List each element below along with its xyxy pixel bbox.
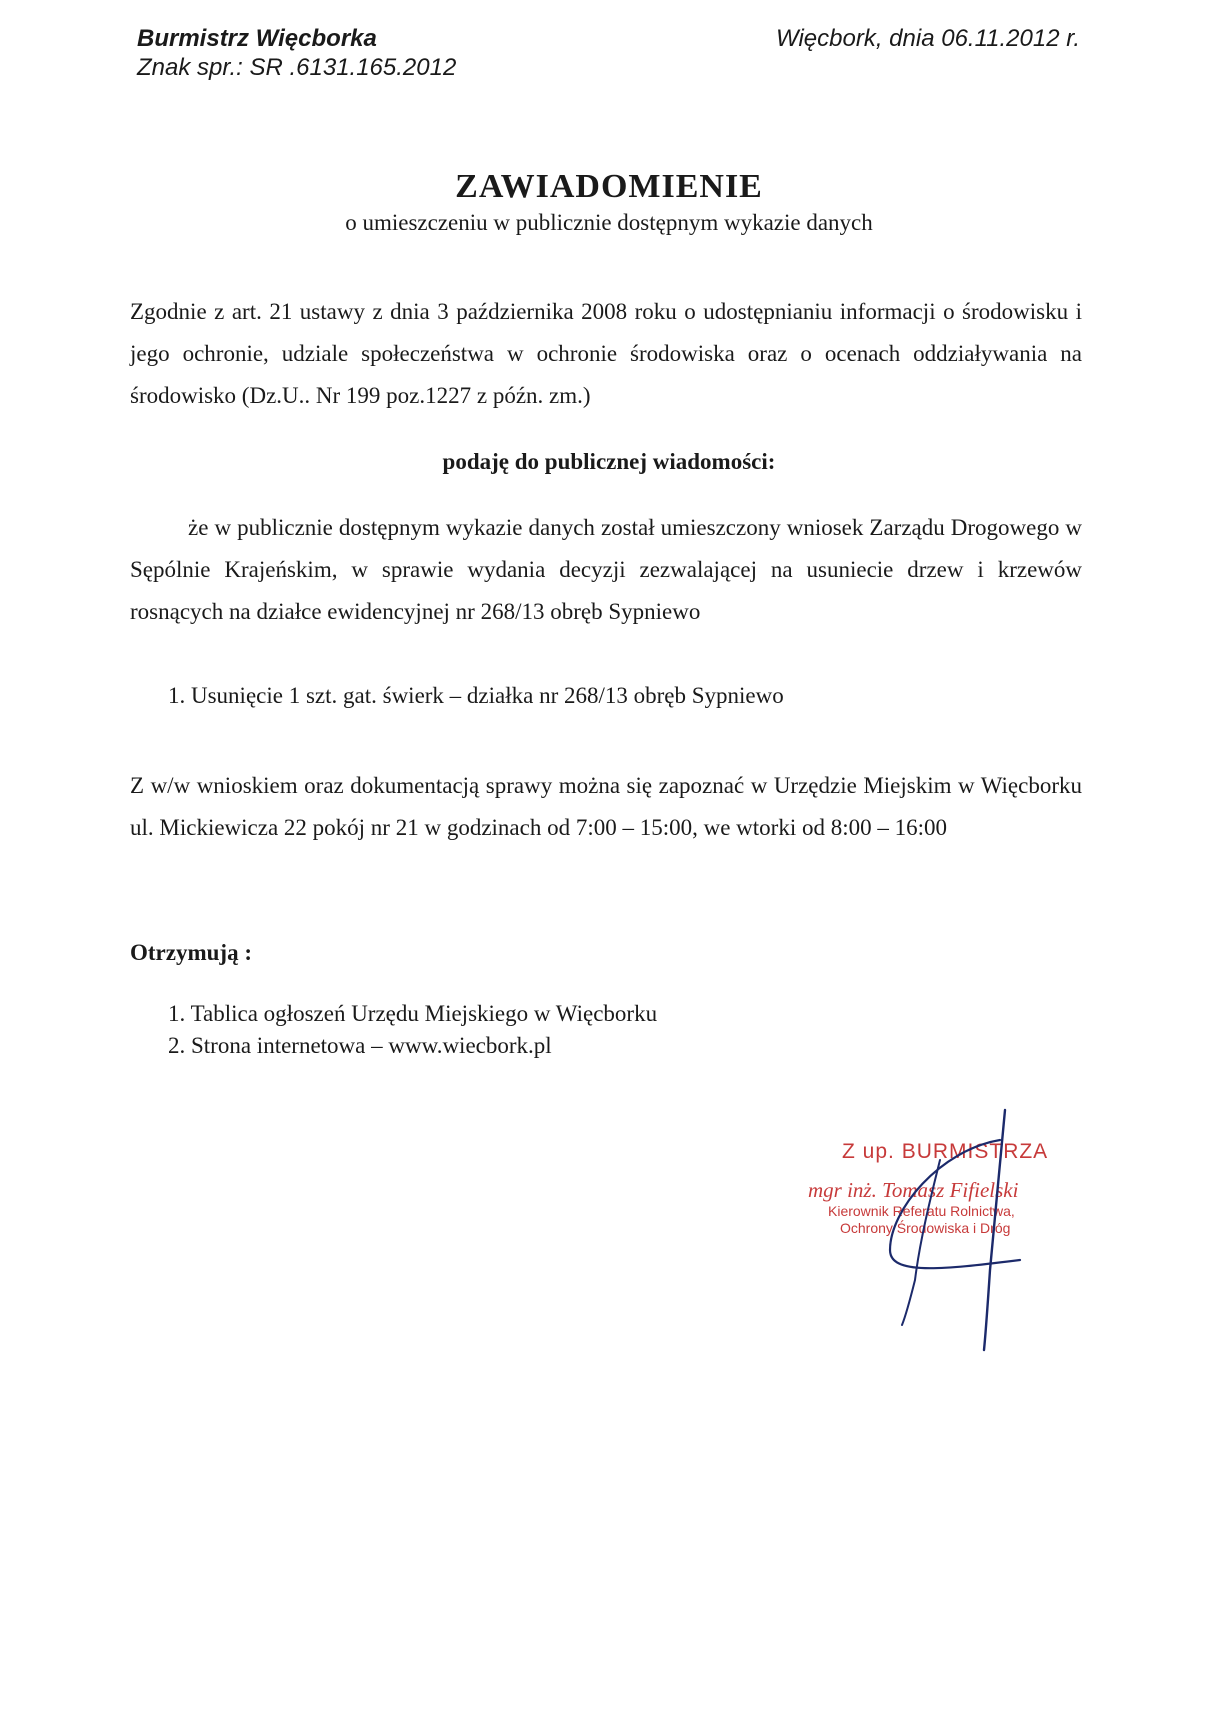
case-reference: Znak spr.: SR .6131.165.2012 xyxy=(137,54,457,81)
recipients-heading: Otrzymują : xyxy=(130,940,252,965)
recipients-list xyxy=(168,998,657,1062)
recipient-item: 2. Strona internetowa – www.wiecbork.pl xyxy=(168,1033,552,1058)
legal-basis-paragraph: Zgodnie z art. 21 ustawy z dnia 3 października 2008 roku o udostępnianiu informacji o środowisku i jego ochronie, udziale społeczeństwa w ochronie środowiska oraz o ocenach oddziaływania na środowisko (Dz.U.. Nr 199 poz.1227 z późn. zm.) xyxy=(130,299,1082,408)
info-paragraph: Z w/w wnioskiem oraz dokumentacją sprawy można się zapoznać w Urzędzie Miejskim w Więcborku ul. Mickiewicza 22 pokój nr 21 w godzinach od 7:00 – 15:00, we wtorki od 8:00 – 16:00 xyxy=(130,773,1082,840)
list-item: 1. Usunięcie 1 szt. gat. świerk – działka nr 268/13 obręb Sypniewo xyxy=(168,683,784,708)
document-subtitle: o umieszczeniu w publicznie dostępnym wykazie danych xyxy=(345,210,873,235)
stamp-position-line: Kierownik Referatu Rolnictwa, xyxy=(828,1203,1015,1219)
stamp-authorization: Z up. BURMISTRZA xyxy=(842,1140,1049,1163)
place-and-date: Więcbork, dnia 06.11.2012 r. xyxy=(776,25,1080,52)
recipient-item: 1. Tablica ogłoszeń Urzędu Miejskiego w Więcborku xyxy=(168,1001,658,1026)
stamp-department-line: Ochrony Środowiska i Dróg xyxy=(840,1220,1011,1236)
document-title: ZAWIADOMIENIE xyxy=(455,168,763,205)
issuing-authority: Burmistrz Więcborka xyxy=(137,25,377,52)
handwritten-signature xyxy=(790,1100,1120,1360)
body-paragraph: że w publicznie dostępnym wykazie danych został umieszczony wniosek Zarządu Drogowego w Sępólnie Krajeńskim, w sprawie wydania decyzji zezwalającej na usuniecie drzew i krzewów rosnących na działce ewidencyjnej nr 268/13 obręb Sypniewo xyxy=(130,515,1082,624)
stamp-signatory-name: mgr inż. Tomasz Fifielski xyxy=(808,1178,1019,1202)
announcement-line: podaję do publicznej wiadomości: xyxy=(442,449,776,474)
